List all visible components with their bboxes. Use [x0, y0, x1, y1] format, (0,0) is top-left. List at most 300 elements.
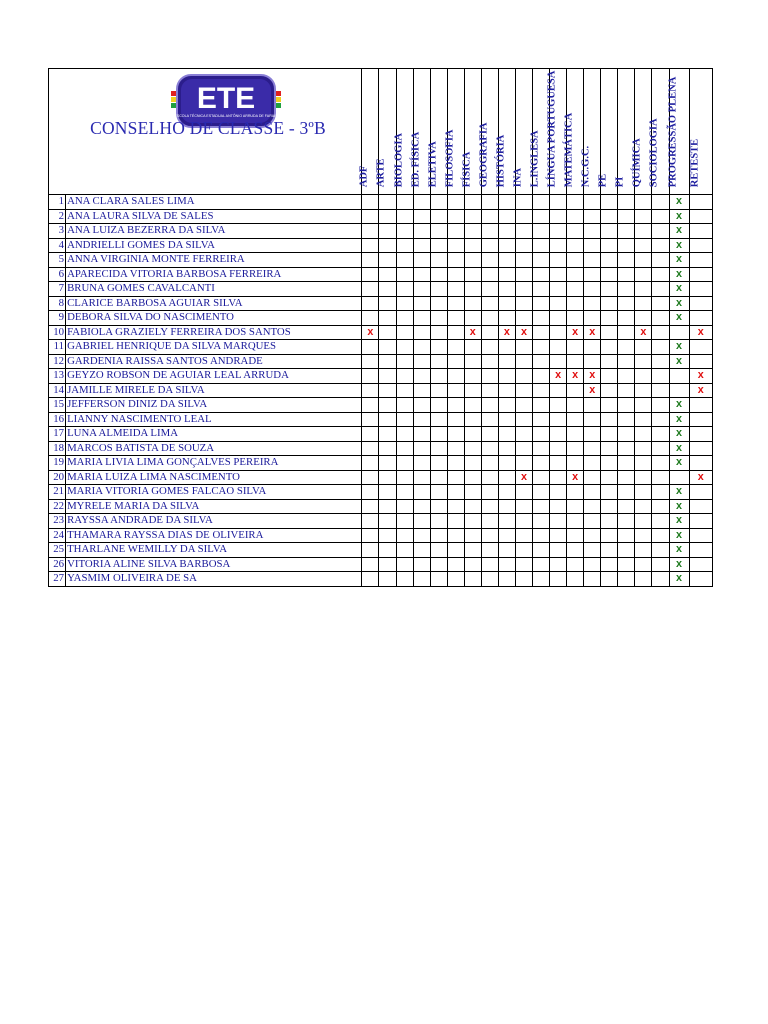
empty-cell: [413, 383, 430, 398]
empty-cell: [618, 296, 635, 311]
empty-cell: [601, 354, 618, 369]
subject-header: [689, 69, 712, 195]
subject-label: L.INGLESA: [529, 129, 541, 187]
empty-cell: [396, 543, 413, 558]
empty-cell: [379, 499, 396, 514]
empty-cell: [652, 369, 669, 384]
empty-cell: [584, 296, 601, 311]
empty-cell: [533, 427, 550, 442]
empty-cell: [447, 354, 464, 369]
empty-cell: [379, 514, 396, 529]
row-number: 6: [49, 267, 66, 282]
empty-cell: [430, 253, 447, 268]
empty-cell: [379, 195, 396, 210]
empty-cell: [689, 398, 712, 413]
empty-cell: [396, 456, 413, 471]
empty-cell: [533, 282, 550, 297]
row-number: 15: [49, 398, 66, 413]
empty-cell: [567, 427, 584, 442]
empty-cell: [635, 369, 652, 384]
empty-cell: [430, 311, 447, 326]
table-row: [49, 224, 713, 239]
empty-cell: [635, 282, 652, 297]
student-name: ANDRIELLI GOMES DA SILVA: [66, 238, 362, 253]
empty-cell: [689, 528, 712, 543]
empty-cell: [430, 340, 447, 355]
empty-cell: [396, 267, 413, 282]
empty-cell: [618, 398, 635, 413]
empty-cell: [396, 296, 413, 311]
empty-cell: [396, 195, 413, 210]
empty-cell: [635, 456, 652, 471]
empty-cell: [362, 543, 379, 558]
empty-cell: [447, 441, 464, 456]
subject-label: N.C.G.C.: [580, 145, 592, 187]
empty-cell: [584, 209, 601, 224]
row-number: 21: [49, 485, 66, 500]
empty-cell: [498, 470, 515, 485]
empty-cell: [689, 412, 712, 427]
empty-cell: [413, 398, 430, 413]
empty-cell: [533, 398, 550, 413]
empty-cell: [515, 209, 532, 224]
red-mark: x: [689, 470, 712, 485]
empty-cell: [362, 296, 379, 311]
empty-cell: [481, 528, 498, 543]
green-mark: x: [669, 528, 689, 543]
empty-cell: [635, 427, 652, 442]
empty-cell: [689, 311, 712, 326]
red-mark: x: [584, 369, 601, 384]
row-number: 1: [49, 195, 66, 210]
empty-cell: [550, 441, 567, 456]
empty-cell: [635, 499, 652, 514]
subject-label: FILOSOFIA: [444, 128, 456, 187]
empty-cell: [550, 340, 567, 355]
header-row: [49, 69, 713, 195]
empty-cell: [652, 354, 669, 369]
empty-cell: [550, 296, 567, 311]
empty-cell: [567, 572, 584, 587]
empty-cell: [635, 253, 652, 268]
empty-cell: [601, 369, 618, 384]
empty-cell: [515, 383, 532, 398]
empty-cell: [413, 456, 430, 471]
empty-cell: [481, 456, 498, 471]
empty-cell: [396, 412, 413, 427]
empty-cell: [430, 238, 447, 253]
empty-cell: [533, 209, 550, 224]
empty-cell: [689, 224, 712, 239]
row-number: 7: [49, 282, 66, 297]
row-number: 20: [49, 470, 66, 485]
empty-cell: [533, 441, 550, 456]
empty-cell: [584, 456, 601, 471]
empty-cell: [601, 209, 618, 224]
empty-cell: [447, 238, 464, 253]
row-number: 25: [49, 543, 66, 558]
empty-cell: [379, 354, 396, 369]
empty-cell: [618, 253, 635, 268]
empty-cell: [515, 557, 532, 572]
empty-cell: [481, 383, 498, 398]
empty-cell: [396, 282, 413, 297]
empty-cell: [618, 441, 635, 456]
empty-cell: [567, 224, 584, 239]
empty-cell: [396, 514, 413, 529]
empty-cell: [652, 557, 669, 572]
empty-cell: [689, 514, 712, 529]
empty-cell: [689, 354, 712, 369]
green-mark: x: [669, 238, 689, 253]
green-mark: x: [669, 253, 689, 268]
empty-cell: [550, 267, 567, 282]
student-name: ANA CLARA SALES LIMA: [66, 195, 362, 210]
empty-cell: [618, 456, 635, 471]
row-number: 24: [49, 528, 66, 543]
empty-cell: [652, 209, 669, 224]
empty-cell: [567, 485, 584, 500]
empty-cell: [689, 340, 712, 355]
empty-cell: [362, 340, 379, 355]
empty-cell: [515, 253, 532, 268]
red-mark: x: [689, 325, 712, 340]
row-number: 18: [49, 441, 66, 456]
empty-cell: [498, 557, 515, 572]
empty-cell: [481, 427, 498, 442]
empty-cell: [498, 209, 515, 224]
empty-cell: [689, 557, 712, 572]
empty-cell: [618, 427, 635, 442]
empty-cell: [498, 456, 515, 471]
empty-cell: [601, 528, 618, 543]
empty-cell: [464, 557, 481, 572]
empty-cell: [635, 267, 652, 282]
empty-cell: [481, 325, 498, 340]
empty-cell: [430, 470, 447, 485]
empty-cell: [635, 441, 652, 456]
empty-cell: [447, 557, 464, 572]
empty-cell: [652, 456, 669, 471]
empty-cell: [379, 427, 396, 442]
empty-cell: [498, 441, 515, 456]
empty-cell: [447, 398, 464, 413]
table-row: [49, 282, 713, 297]
empty-cell: [550, 572, 567, 587]
empty-cell: [618, 282, 635, 297]
empty-cell: [362, 412, 379, 427]
subject-label: LÍNGUA PORTUGUESA: [546, 70, 558, 187]
empty-cell: [447, 456, 464, 471]
green-mark: x: [669, 441, 689, 456]
empty-cell: [396, 499, 413, 514]
red-mark: x: [567, 369, 584, 384]
empty-cell: [498, 427, 515, 442]
empty-cell: [379, 296, 396, 311]
row-number: 14: [49, 383, 66, 398]
green-mark: x: [669, 514, 689, 529]
empty-cell: [362, 470, 379, 485]
empty-cell: [550, 485, 567, 500]
empty-cell: [533, 195, 550, 210]
row-number: 16: [49, 412, 66, 427]
empty-cell: [447, 543, 464, 558]
empty-cell: [567, 354, 584, 369]
empty-cell: [567, 282, 584, 297]
empty-cell: [618, 224, 635, 239]
red-mark: x: [689, 383, 712, 398]
empty-cell: [447, 369, 464, 384]
empty-cell: [652, 528, 669, 543]
table-row: [49, 253, 713, 268]
empty-cell: [413, 485, 430, 500]
table-row: [49, 311, 713, 326]
empty-cell: [396, 441, 413, 456]
empty-cell: [567, 514, 584, 529]
empty-cell: [515, 267, 532, 282]
empty-cell: [550, 514, 567, 529]
subject-label: BIOLOGIA: [393, 132, 405, 187]
empty-cell: [601, 572, 618, 587]
table-row: [49, 340, 713, 355]
empty-cell: [584, 354, 601, 369]
empty-cell: [362, 398, 379, 413]
empty-cell: [618, 557, 635, 572]
table-row: [49, 296, 713, 311]
empty-cell: [689, 499, 712, 514]
empty-cell: [396, 238, 413, 253]
empty-cell: [362, 311, 379, 326]
empty-cell: [481, 282, 498, 297]
empty-cell: [584, 528, 601, 543]
empty-cell: [498, 195, 515, 210]
empty-cell: [601, 427, 618, 442]
empty-cell: [430, 543, 447, 558]
student-name: THARLANE WEMILLY DA SILVA: [66, 543, 362, 558]
table-row: [49, 499, 713, 514]
subject-label: INA: [512, 167, 524, 187]
green-mark: x: [669, 557, 689, 572]
empty-cell: [464, 398, 481, 413]
empty-cell: [379, 224, 396, 239]
empty-cell: [447, 311, 464, 326]
green-mark: x: [669, 296, 689, 311]
row-number: 13: [49, 369, 66, 384]
empty-cell: [515, 369, 532, 384]
empty-cell: [447, 412, 464, 427]
empty-cell: [550, 209, 567, 224]
empty-cell: [567, 267, 584, 282]
empty-cell: [481, 470, 498, 485]
table-row: [49, 412, 713, 427]
empty-cell: [689, 209, 712, 224]
empty-cell: [601, 398, 618, 413]
empty-cell: [362, 485, 379, 500]
subject-label: RETESTE: [689, 138, 701, 187]
empty-cell: [635, 209, 652, 224]
empty-cell: [515, 427, 532, 442]
empty-cell: [498, 514, 515, 529]
empty-cell: [481, 557, 498, 572]
empty-cell: [413, 572, 430, 587]
empty-cell: [396, 427, 413, 442]
empty-cell: [601, 340, 618, 355]
empty-cell: [550, 282, 567, 297]
empty-cell: [618, 470, 635, 485]
green-mark: x: [669, 485, 689, 500]
green-mark: x: [669, 354, 689, 369]
empty-cell: [584, 282, 601, 297]
table-row: [49, 398, 713, 413]
empty-cell: [652, 485, 669, 500]
green-mark: x: [669, 267, 689, 282]
empty-cell: [481, 369, 498, 384]
empty-cell: [379, 383, 396, 398]
subject-header: [648, 69, 669, 195]
row-number: 19: [49, 456, 66, 471]
subject-label: QUÍMICA: [631, 137, 643, 187]
table-row: [49, 238, 713, 253]
empty-cell: [413, 311, 430, 326]
empty-cell: [550, 253, 567, 268]
red-mark: x: [584, 325, 601, 340]
empty-cell: [550, 383, 567, 398]
empty-cell: [533, 354, 550, 369]
empty-cell: [618, 354, 635, 369]
table-row: [49, 572, 713, 587]
empty-cell: [533, 456, 550, 471]
empty-cell: [396, 383, 413, 398]
red-mark: x: [584, 383, 601, 398]
green-mark: x: [669, 224, 689, 239]
green-mark: x: [669, 499, 689, 514]
class-council-table: [48, 68, 713, 587]
student-name: APARECIDA VITORIA BARBOSA FERREIRA: [66, 267, 362, 282]
row-number: 22: [49, 499, 66, 514]
student-name: GARDENIA RAISSA SANTOS ANDRADE: [66, 354, 362, 369]
empty-cell: [533, 340, 550, 355]
empty-cell: [379, 209, 396, 224]
empty-cell: [533, 325, 550, 340]
empty-cell: [413, 441, 430, 456]
empty-cell: [635, 354, 652, 369]
empty-cell: [689, 427, 712, 442]
empty-cell: [362, 253, 379, 268]
empty-cell: [396, 325, 413, 340]
empty-cell: [413, 369, 430, 384]
empty-cell: [464, 499, 481, 514]
empty-cell: [689, 543, 712, 558]
student-name: FABIOLA GRAZIELY FERREIRA DOS SANTOS: [66, 325, 362, 340]
empty-cell: [652, 398, 669, 413]
table-row: [49, 354, 713, 369]
empty-cell: [635, 383, 652, 398]
empty-cell: [362, 267, 379, 282]
empty-cell: [481, 340, 498, 355]
empty-cell: [430, 456, 447, 471]
empty-cell: [515, 514, 532, 529]
empty-cell: [379, 470, 396, 485]
empty-cell: [362, 383, 379, 398]
empty-cell: [430, 485, 447, 500]
empty-cell: [584, 238, 601, 253]
empty-cell: [379, 238, 396, 253]
empty-cell: [447, 499, 464, 514]
empty-cell: [567, 311, 584, 326]
empty-cell: [567, 253, 584, 268]
empty-cell: [635, 485, 652, 500]
empty-cell: [464, 209, 481, 224]
empty-cell: [584, 412, 601, 427]
green-mark: x: [669, 398, 689, 413]
empty-cell: [584, 195, 601, 210]
table-row: [49, 383, 713, 398]
empty-cell: [635, 543, 652, 558]
empty-cell: [498, 369, 515, 384]
empty-cell: [601, 267, 618, 282]
subject-label: ELETIVA: [427, 140, 439, 187]
empty-cell: [584, 557, 601, 572]
empty-cell: [481, 354, 498, 369]
empty-cell: [396, 398, 413, 413]
table-row: [49, 543, 713, 558]
table-row: [49, 267, 713, 282]
empty-cell: [550, 543, 567, 558]
empty-cell: [413, 557, 430, 572]
red-mark: x: [362, 325, 379, 340]
row-number: 12: [49, 354, 66, 369]
empty-cell: [379, 456, 396, 471]
empty-cell: [498, 485, 515, 500]
empty-cell: [652, 267, 669, 282]
red-mark: x: [464, 325, 481, 340]
table-row: [49, 456, 713, 471]
empty-cell: [464, 412, 481, 427]
subject-label: SOCIOLOGIA: [648, 117, 660, 187]
empty-cell: [481, 499, 498, 514]
empty-cell: [584, 253, 601, 268]
empty-cell: [515, 238, 532, 253]
empty-cell: [515, 412, 532, 427]
empty-cell: [413, 325, 430, 340]
empty-cell: [379, 441, 396, 456]
student-name: JEFFERSON DINIZ DA SILVA: [66, 398, 362, 413]
empty-cell: [379, 253, 396, 268]
empty-cell: [533, 412, 550, 427]
green-mark: x: [669, 412, 689, 427]
empty-cell: [618, 485, 635, 500]
empty-cell: [396, 470, 413, 485]
empty-cell: [379, 340, 396, 355]
empty-cell: [447, 485, 464, 500]
empty-cell: [396, 224, 413, 239]
empty-cell: [413, 296, 430, 311]
empty-cell: [550, 412, 567, 427]
student-name: LUNA ALMEIDA LIMA: [66, 427, 362, 442]
empty-cell: [567, 543, 584, 558]
empty-cell: [618, 514, 635, 529]
subject-label: FÍSICA: [461, 151, 473, 187]
empty-cell: [464, 528, 481, 543]
empty-cell: [652, 195, 669, 210]
empty-cell: [362, 499, 379, 514]
empty-cell: [498, 354, 515, 369]
subject-label: MATEMÁTICA: [563, 112, 575, 187]
empty-cell: [413, 238, 430, 253]
subject-label: PI: [614, 176, 626, 187]
empty-cell: [550, 354, 567, 369]
empty-cell: [362, 441, 379, 456]
